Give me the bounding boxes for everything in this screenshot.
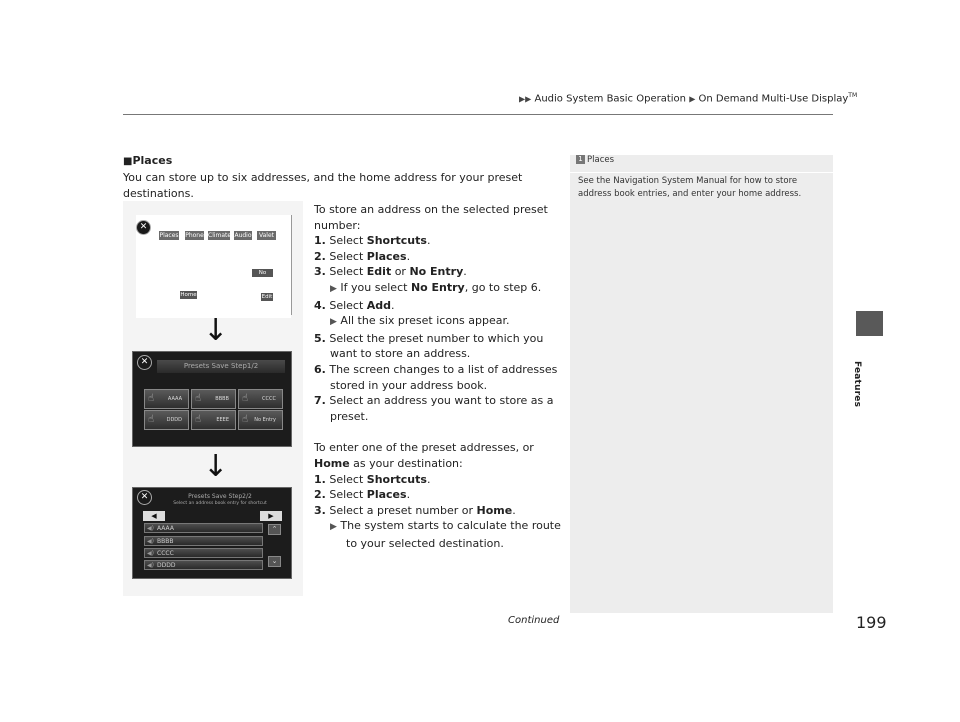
- step-text: Select: [329, 472, 367, 486]
- preset-label: DDDD: [166, 417, 182, 423]
- arrow-down-icon: ↓: [203, 449, 229, 484]
- step: [314, 298, 564, 314]
- entry-label: CCCC: [157, 550, 174, 557]
- step-text: Select an address you want to store as a preset.: [329, 394, 554, 423]
- sub-step: [314, 280, 564, 298]
- note-divider: [570, 172, 833, 173]
- preset-label: EEEE: [216, 417, 229, 423]
- arrow-down-icon: ↓: [203, 313, 229, 348]
- step-text: .: [426, 472, 431, 486]
- address-entry[interactable]: [144, 548, 263, 558]
- step: [314, 393, 564, 424]
- instructions: [314, 202, 564, 551]
- step: [314, 249, 564, 265]
- step-text: .: [406, 249, 411, 263]
- sub-step: [314, 313, 564, 331]
- step-keyword: Places: [366, 488, 407, 502]
- next-page-button[interactable]: ▶: [260, 511, 282, 521]
- step-text: Select: [329, 249, 367, 263]
- hand-icon: ☝: [148, 393, 155, 404]
- tab-audio[interactable]: Audio: [234, 232, 252, 239]
- step-text: If you select: [340, 280, 411, 294]
- screen-title-text: Presets Save Step2/2: [188, 493, 252, 500]
- preset-button[interactable]: [191, 389, 236, 409]
- address-icon: ◀): [147, 538, 154, 545]
- step-number: 6.: [314, 362, 326, 376]
- note-body: See the Navigation System Manual for how to store address book entries, and enter your home address.: [578, 176, 802, 199]
- step-number: 7.: [314, 394, 326, 408]
- preset-label: CCCC: [262, 396, 276, 402]
- step-number: 5.: [314, 331, 326, 345]
- preset-button[interactable]: [144, 389, 189, 409]
- screen-title: [155, 493, 285, 507]
- section-intro: You can store up to six addresses, and the home address for your preset destinations.: [123, 171, 523, 200]
- section-title: [123, 154, 172, 167]
- step-keyword: Shortcuts: [366, 234, 427, 248]
- tab-valet[interactable]: Valet: [258, 232, 275, 239]
- hand-icon: ☝: [148, 414, 155, 425]
- step-text: All the six preset icons appear.: [340, 314, 510, 328]
- step: [314, 362, 564, 393]
- close-icon[interactable]: ✕: [137, 490, 152, 505]
- lead-keyword: Home: [314, 456, 350, 470]
- screen-shortcuts-places: [136, 215, 291, 318]
- enter-lead: [314, 440, 564, 471]
- address-icon: ◀): [147, 525, 154, 532]
- step-text: , go to step 6.: [464, 280, 542, 294]
- breadcrumb-arrow-icon: ▶▶: [519, 94, 532, 104]
- no-entry-button[interactable]: No Entry: [252, 269, 273, 277]
- step: [314, 487, 564, 503]
- tab-climate[interactable]: Climate: [208, 232, 232, 239]
- address-entry[interactable]: [144, 560, 263, 570]
- step-number: 3.: [314, 265, 326, 279]
- step-text: .: [463, 265, 467, 279]
- tab-places[interactable]: Places: [159, 232, 179, 239]
- step: [314, 233, 564, 249]
- hand-icon: ☝: [242, 393, 249, 404]
- scroll-up-icon[interactable]: ⌃: [268, 524, 281, 535]
- step-keyword: Shortcuts: [366, 472, 427, 486]
- step-text: Select: [329, 488, 367, 502]
- step-number: 1.: [314, 472, 326, 486]
- screen-edge-line: [291, 215, 292, 315]
- screen-subtitle: Select an address book entry for shortcut: [173, 501, 267, 506]
- header-rule: [123, 114, 833, 115]
- step-text: or: [391, 265, 410, 279]
- step-keyword: Home: [476, 503, 513, 517]
- home-button[interactable]: Home: [180, 292, 197, 298]
- hand-icon: ☝: [195, 393, 202, 404]
- result-arrow-icon: ▶: [330, 522, 337, 533]
- step-keyword: No Entry: [410, 280, 465, 294]
- lead-text: as your destination:: [349, 456, 463, 470]
- result-arrow-icon: ▶: [330, 283, 337, 294]
- step-number: 4.: [314, 298, 326, 312]
- step: [314, 472, 564, 488]
- address-icon: ◀): [147, 550, 154, 557]
- tab-phone[interactable]: Phone: [185, 232, 204, 239]
- screen-title: Presets Save Step1/2: [157, 360, 285, 373]
- edit-button[interactable]: Edit: [261, 294, 273, 300]
- step-keyword: Places: [366, 249, 407, 263]
- step-text: The system starts to calculate the route to your selected destination.: [340, 519, 561, 550]
- note-icon: 1: [576, 155, 585, 164]
- step: [314, 264, 564, 280]
- hand-icon: ☝: [242, 414, 249, 425]
- lead-text: To enter one of the preset addresses, or: [314, 441, 534, 455]
- screen-presets-step2: [132, 487, 292, 579]
- step-number: 2.: [314, 488, 326, 502]
- step-text: .: [512, 503, 516, 517]
- square-bullet-icon: ■: [123, 156, 133, 167]
- step-text: Select: [329, 234, 367, 248]
- page-number: 199: [856, 613, 887, 632]
- result-arrow-icon: ▶: [330, 317, 337, 328]
- step-number: 2.: [314, 249, 326, 263]
- close-icon[interactable]: ✕: [136, 220, 151, 235]
- step-text: .: [391, 298, 395, 312]
- section-title-text: Places: [132, 154, 173, 167]
- store-lead: To store an address on the selected preset number:: [314, 203, 548, 232]
- entry-label: AAAA: [157, 525, 174, 532]
- screen-presets-step1: [132, 351, 292, 447]
- preset-button[interactable]: [238, 410, 283, 430]
- breadcrumb-arrow-icon: ▶: [689, 94, 696, 104]
- note-box: [570, 155, 833, 613]
- address-entry[interactable]: [144, 536, 263, 546]
- entry-label: BBBB: [157, 538, 174, 545]
- note-header: [570, 155, 833, 170]
- close-icon[interactable]: ✕: [137, 355, 152, 370]
- side-tab: [856, 311, 883, 336]
- step-keyword: No Entry: [409, 265, 464, 279]
- step-text: Select: [329, 298, 367, 312]
- preset-button[interactable]: [238, 389, 283, 409]
- step-text: Select the preset number to which you want to store an address.: [329, 331, 544, 361]
- trademark: TM: [848, 92, 858, 99]
- preset-button[interactable]: [144, 410, 189, 430]
- step-text: The screen changes to a list of addresses stored in your address book.: [329, 362, 558, 392]
- scroll-down-icon[interactable]: ⌄: [268, 556, 281, 567]
- preset-label: No Entry: [254, 417, 276, 423]
- address-icon: ◀): [147, 562, 154, 569]
- breadcrumb: [519, 92, 857, 104]
- step-keyword: Add: [366, 298, 392, 312]
- step-number: 3.: [314, 503, 326, 517]
- preset-button[interactable]: [191, 410, 236, 430]
- step-text: Select: [329, 265, 367, 279]
- step: [314, 503, 564, 519]
- entry-label: DDDD: [157, 562, 176, 569]
- preset-label: BBBB: [215, 396, 229, 402]
- step-number: 1.: [314, 234, 326, 248]
- side-label: Features: [852, 361, 862, 408]
- step-text: .: [426, 234, 431, 248]
- address-entry[interactable]: [144, 523, 263, 533]
- prev-page-button[interactable]: ◀: [143, 511, 165, 521]
- hand-icon: ☝: [195, 414, 202, 425]
- breadcrumb-item: On Demand Multi-Use Display: [698, 93, 849, 105]
- continued-label: Continued: [508, 615, 560, 626]
- step: [314, 331, 564, 362]
- step-text: .: [406, 488, 411, 502]
- preset-label: AAAA: [167, 396, 182, 402]
- step-keyword: Edit: [366, 265, 392, 279]
- note-title: Places: [587, 155, 615, 165]
- breadcrumb-item: Audio System Basic Operation: [534, 93, 686, 105]
- step-text: Select a preset number or: [329, 503, 477, 517]
- sub-step: [314, 518, 564, 551]
